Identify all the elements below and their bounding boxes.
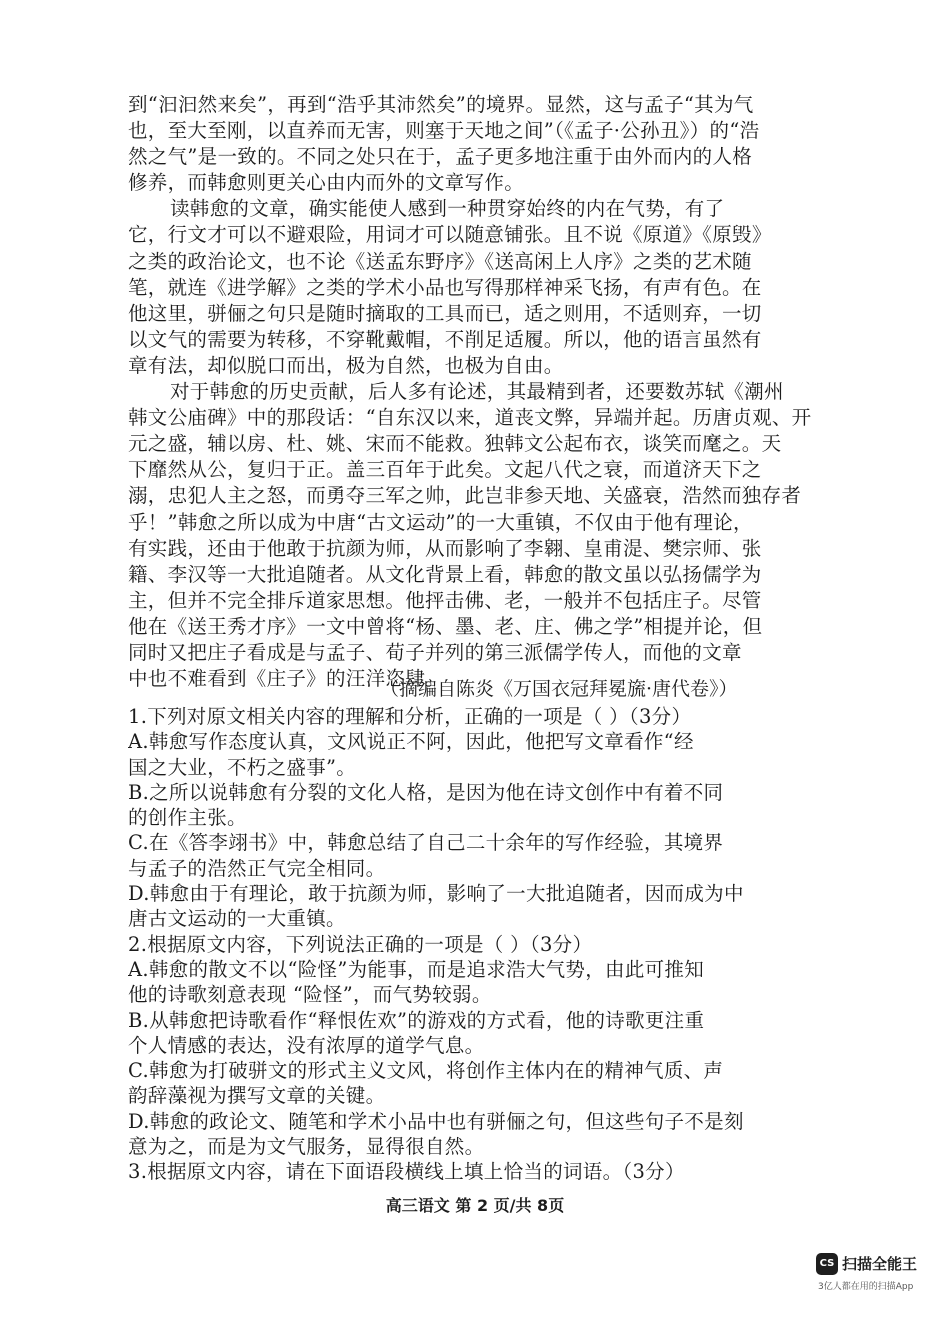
option-line: B.之所以说韩愈有分裂的文化人格，是因为他在诗文创作中有着不同 (128, 780, 724, 804)
option-line: 国之大业，不朽之盛事”。 (128, 755, 357, 779)
passage-line: 对于韩愈的历史贡献，后人多有论述，其最精到者，还要数苏轼《潮州 (170, 380, 784, 404)
option-line: 意为之，而是为文气服务，显得很自然。 (128, 1135, 485, 1159)
option-line: 韵辞藻视为撰写文章的关键。 (128, 1084, 386, 1108)
option-line: 他的诗歌刻意表现 “险怪”，而气势较弱。 (128, 983, 492, 1007)
passage-line: 有实践，还由于他敢于抗颜为师，从而影响了李翱、皇甫湜、樊宗师、张 (128, 536, 762, 560)
passage-line: 中也不难看到《庄子》的汪洋恣肆。 (128, 667, 445, 691)
option-line: C.韩愈为打破骈文的形式主义文风，将创作主体内在的精神气质、声 (128, 1059, 724, 1083)
passage-source: （摘编自陈炎《万国衣冠拜冕旒·唐代卷》） (380, 678, 738, 700)
option-line: D.韩愈的政论文、随笔和学术小品中也有骈俪之句，但这些句子不是刻 (128, 1109, 744, 1133)
option-line: A.韩愈的散文不以“险怪”为能事，而是追求浩大气势，由此可推知 (128, 957, 705, 981)
passage-line: 他这里，骈俪之句只是随时摘取的工具而已，适之则用，不适则弃，一切 (128, 301, 762, 325)
passage-line: 以文气的需要为转移，不穿靴戴帽，不削足适履。所以，他的语言虽然有 (128, 327, 762, 351)
watermark-subtitle: 3亿人都在用的扫描App (818, 1282, 914, 1292)
passage-line: 他在《送王秀才序》一文中曾将“杨、墨、老、庄、佛之学”相提并论，但 (128, 614, 763, 638)
passage-line: 主，但并不完全排斥道家思想。他抨击佛、老，一般并不包括庄子。尽管 (128, 588, 762, 612)
passage-line: 到“汩汩然来矣”，再到“浩乎其沛然矣”的境界。显然，这与孟子“其为气 (128, 93, 754, 116)
reading-passage (128, 92, 818, 692)
option-line: 的创作主张。 (128, 806, 247, 830)
passage-line: 籍、李汉等一大批追随者。从文化背景上看，韩愈的散文虽以弘扬儒学为 (128, 562, 762, 586)
passage-line: 乎！”韩愈之所以成为中唐“古文运动”的一大重镇，不仅由于他有理论， (128, 510, 753, 534)
passage-line: 修养，而韩愈则更关心由内而外的文章写作。 (128, 171, 525, 195)
scanner-watermark (816, 1253, 936, 1299)
option-line: D.韩愈由于有理论，敢于抗颜为师，影响了一大批追随者，因而成为中 (128, 882, 744, 906)
passage-line: 溺，忠犯人主之怒，而勇夺三军之帅，此岂非参天地、关盛衰，浩然而独存者 (128, 484, 802, 508)
passage-line: 元之盛，辅以房、杜、姚、宋而不能救。独韩文公起布衣，谈笑而麾之。天 (128, 432, 782, 456)
passage-line: 读韩愈的文章，确实能使人感到一种贯穿始终的内在气势，有了 (170, 197, 725, 221)
passage-line: 也，至大至刚，以直养而无害，则塞于天地之间”（《孟子·公孙丑》）的“浩 (128, 119, 760, 143)
passage-line: 之类的政治论文，也不论《送孟东野序》《送高闲上人序》之类的艺术随 (128, 249, 752, 273)
camscanner-logo-icon: CS (816, 1253, 838, 1275)
option-line: 唐古文运动的一大重镇。 (128, 907, 346, 931)
option-line: A.韩愈写作态度认真，文风说正不阿，因此，他把写文章看作“经 (128, 730, 694, 754)
option-line: 与孟子的浩然正气完全相同。 (128, 856, 386, 880)
passage-line: 同时又把庄子看成是与孟子、荀子并列的第三派儒学传人，而他的文章 (128, 640, 742, 664)
option-line: B.从韩愈把诗歌看作“释恨佐欢”的游戏的方式看，他的诗歌更注重 (128, 1008, 705, 1032)
passage-line: 笔，就连《进学解》之类的学术小品也写得那样神采飞扬，有声有色。在 (128, 275, 762, 299)
question-section (128, 704, 818, 1185)
option-line: 个人情感的表达，没有浓厚的道学气息。 (128, 1033, 485, 1057)
passage-line: 韩文公庙碑》中的那段话：“自东汉以来，道丧文弊，异端并起。历唐贞观、开 (128, 406, 812, 430)
watermark-title: 扫描全能王 (842, 1255, 918, 1273)
passage-line: 它，行文才可以不避艰险，用词才可以随意铺张。且不说《原道》《原毁》 (128, 223, 772, 247)
page-footer: 高三语文 第 2 页/共 8页 (385, 1196, 565, 1215)
question-stem-2: 2.根据原文内容，下列说法正确的一项是（ ）（3分） (128, 932, 593, 956)
passage-line: 下靡然从公，复归于正。盖三百年于此矣。文起八代之衰，而道济天下之 (128, 458, 762, 482)
question-stem-3: 3.根据原文内容，请在下面语段横线上填上恰当的词语。（3分） (128, 1160, 685, 1184)
question-stem-1: 1.下列对原文相关内容的理解和分析，正确的一项是（ ）（3分） (128, 705, 692, 728)
option-line: C.在《答李翊书》中，韩愈总结了自己二十余年的写作经验，其境界 (128, 831, 724, 855)
passage-line: 然之气”是一致的。不同之处只在于，孟子更多地注重于由外而内的人格 (128, 145, 753, 169)
passage-line: 章有法，却似脱口而出，极为自然，也极为自由。 (128, 353, 564, 377)
